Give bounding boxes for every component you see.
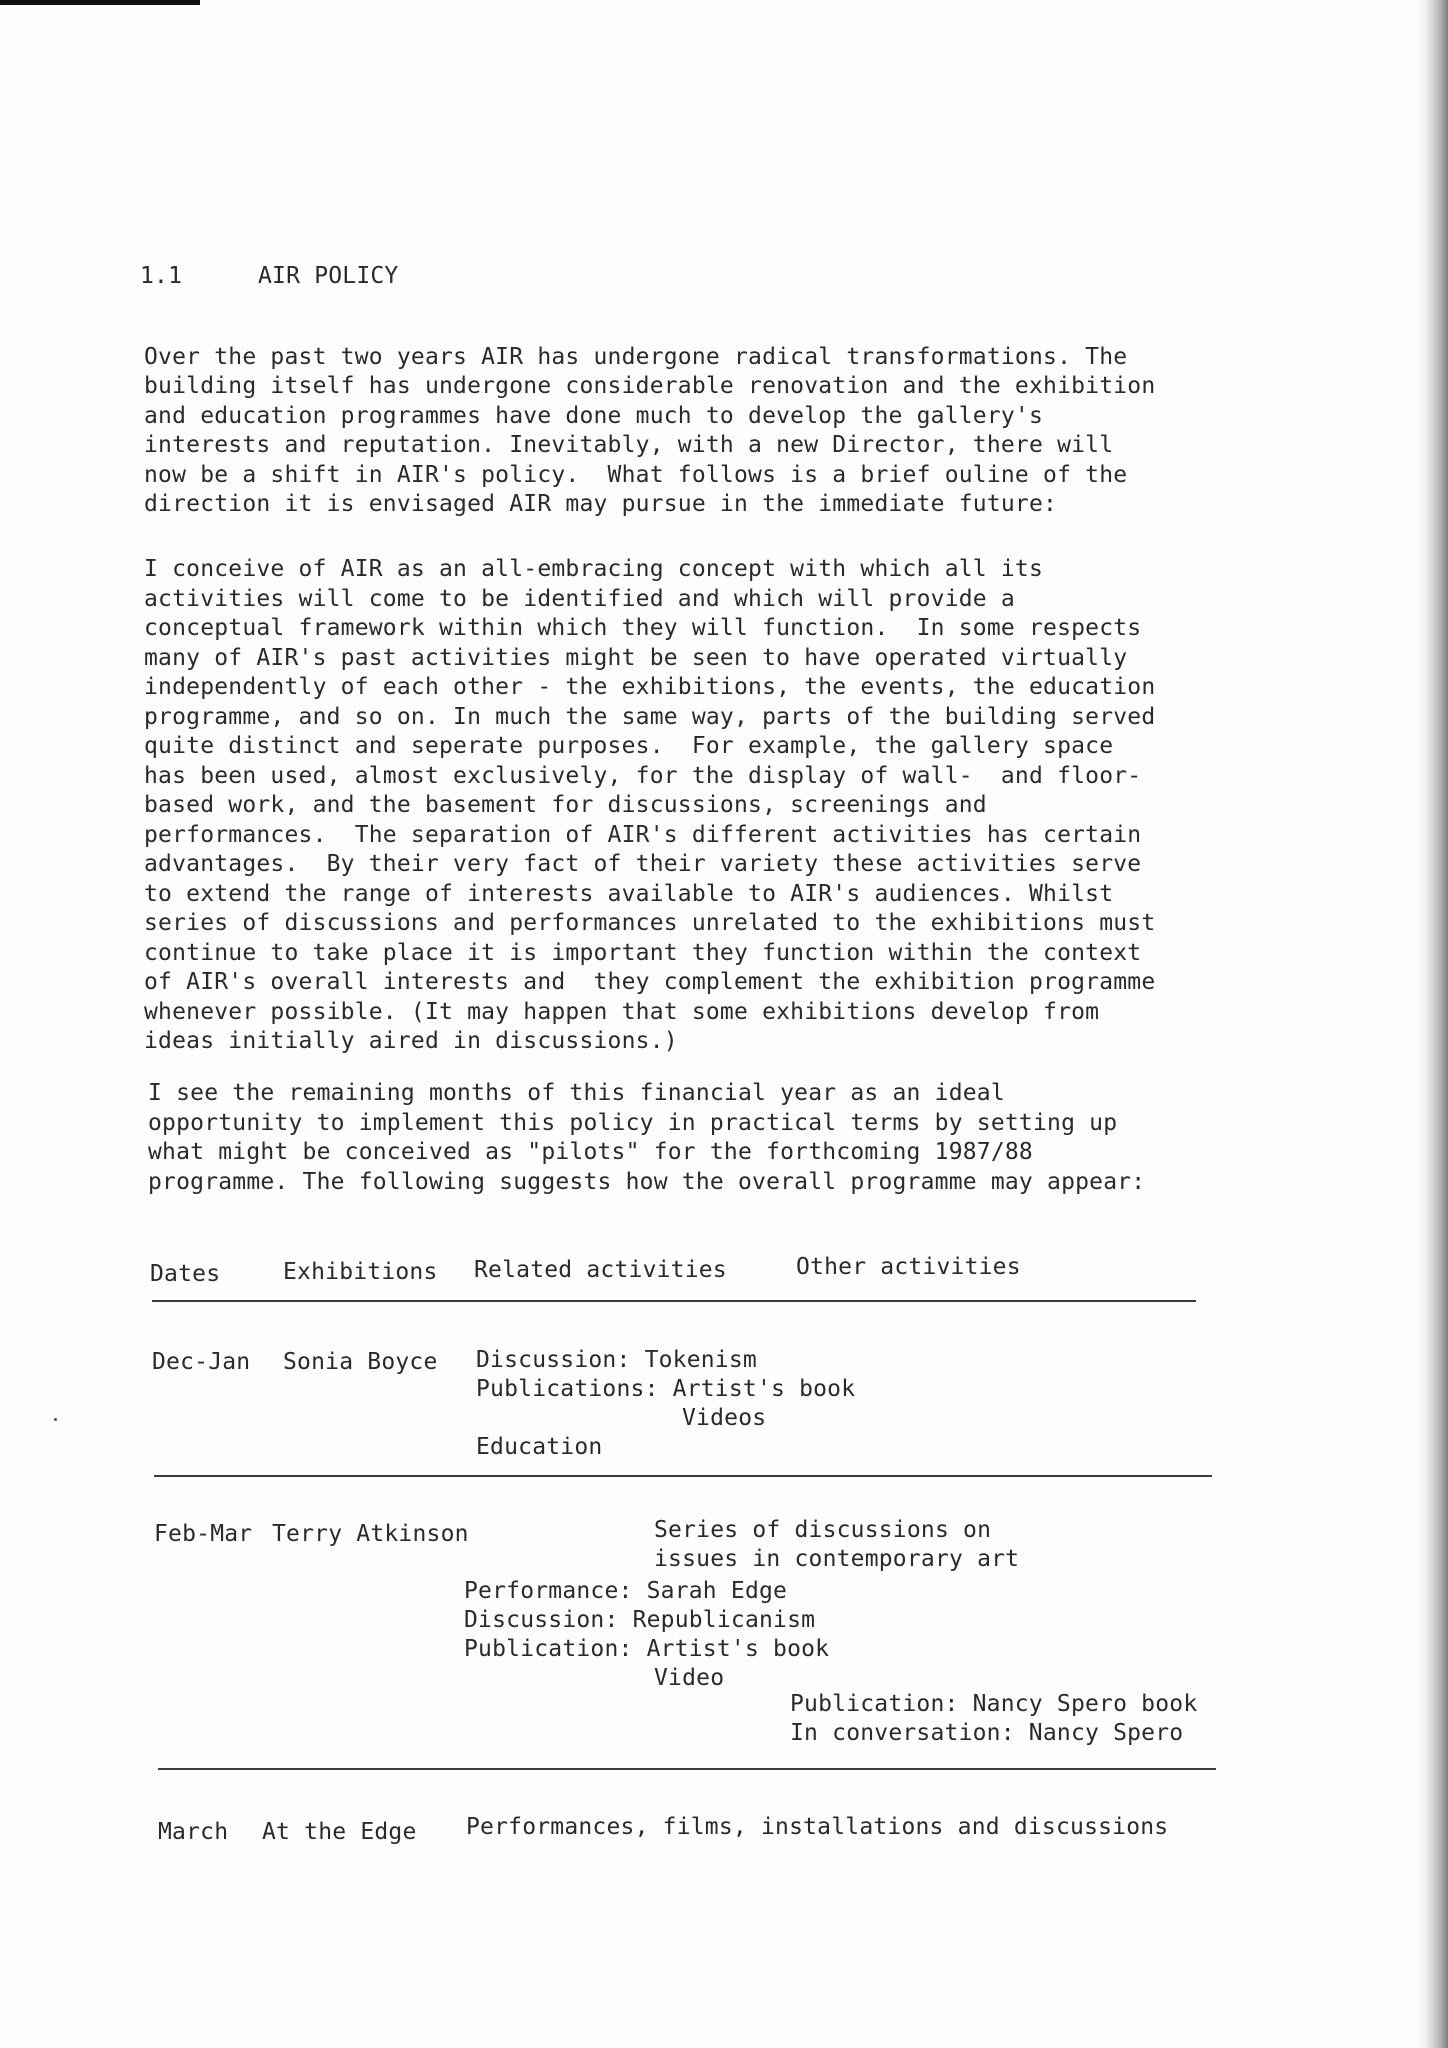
paragraph-line: of AIR's overall interests and they complement the exhibition programme bbox=[144, 969, 1156, 995]
row-activity: Video bbox=[654, 1665, 725, 1691]
row-other-activity: issues in contemporary art bbox=[654, 1546, 1020, 1572]
paragraph-line: quite distinct and seperate purposes. For example, the gallery space bbox=[144, 733, 1114, 759]
paragraph-line: programme, and so on. In much the same way, parts of the building served bbox=[144, 704, 1156, 730]
paragraph-line: series of discussions and performances unrelated to the exhibitions must bbox=[144, 910, 1156, 936]
row-date: Feb-Mar bbox=[154, 1521, 253, 1547]
row-date: March bbox=[158, 1819, 229, 1845]
column-header-exhibitions: Exhibitions bbox=[283, 1259, 438, 1285]
paragraph-line: to extend the range of interests available to AIR's audiences. Whilst bbox=[144, 881, 1114, 907]
paragraph-line: I see the remaining months of this financial year as an ideal bbox=[148, 1080, 1005, 1106]
paragraph-line: activities will come to be identified and which will provide a bbox=[144, 586, 1015, 612]
paragraph-line: Over the past two years AIR has undergone radical transformations. The bbox=[144, 344, 1128, 370]
paragraph-line: based work, and the basement for discussions, screenings and bbox=[144, 792, 987, 818]
paragraph-line: many of AIR's past activities might be seen to have operated virtually bbox=[144, 645, 1128, 671]
scan-edge-mark bbox=[0, 0, 200, 5]
paragraph-line: opportunity to implement this policy in practical terms by setting up bbox=[148, 1110, 1118, 1136]
row-activity: Performance: Sarah Edge bbox=[464, 1578, 788, 1604]
row-date: Dec-Jan bbox=[152, 1349, 251, 1375]
paragraph-line: whenever possible. (It may happen that some exhibitions develop from bbox=[144, 999, 1100, 1025]
row-activity: Discussion: Republicanism bbox=[464, 1607, 816, 1633]
scan-speck bbox=[54, 1418, 57, 1421]
paragraph-line: I conceive of AIR as an all-embracing concept with which all its bbox=[144, 556, 1044, 582]
row-other-activity: Series of discussions on bbox=[654, 1517, 992, 1543]
paragraph-line: direction it is envisaged AIR may pursue in the immediate future: bbox=[144, 491, 1058, 517]
table-rule bbox=[158, 1768, 1216, 1770]
paragraph-line: and education programmes have done much to develop the gallery's bbox=[144, 403, 1044, 429]
row-exhibition: Sonia Boyce bbox=[283, 1349, 438, 1375]
paragraph-line: programme. The following suggests how the overall programme may appear: bbox=[148, 1169, 1146, 1195]
paragraph-line: performances. The separation of AIR's different activities has certain bbox=[144, 822, 1142, 848]
row-activity: Publications: Artist's book bbox=[476, 1376, 856, 1402]
table-rule bbox=[154, 1475, 1212, 1477]
row-activity: Discussion: Tokenism bbox=[476, 1347, 757, 1373]
paragraph-line: ideas initially aired in discussions.) bbox=[144, 1028, 678, 1054]
paragraph-line: independently of each other - the exhibitions, the events, the education bbox=[144, 674, 1156, 700]
row-exhibition: At the Edge bbox=[262, 1819, 417, 1845]
row-activity: Videos bbox=[682, 1405, 767, 1431]
paragraph-line: what might be conceived as "pilots" for the forthcoming 1987/88 bbox=[148, 1139, 1033, 1165]
paragraph-line: has been used, almost exclusively, for the display of wall- and floor- bbox=[144, 763, 1142, 789]
row-activity: Performances, films, installations and discussions bbox=[466, 1814, 1169, 1840]
paragraph-line: now be a shift in AIR's policy. What follows is a brief ouline of the bbox=[144, 462, 1128, 488]
row-activity: Publication: Artist's book bbox=[464, 1636, 830, 1662]
table-rule bbox=[152, 1300, 1196, 1302]
column-header-related: Related activities bbox=[474, 1257, 727, 1283]
paragraph-line: building itself has undergone considerable renovation and the exhibition bbox=[144, 373, 1156, 399]
paragraph-line: advantages. By their very fact of their variety these activities serve bbox=[144, 851, 1142, 877]
paragraph-line: continue to take place it is important they function within the context bbox=[144, 940, 1142, 966]
row-activity: Education bbox=[476, 1434, 603, 1460]
column-header-dates: Dates bbox=[150, 1261, 221, 1287]
row-other-activity: Publication: Nancy Spero book bbox=[790, 1691, 1198, 1717]
column-header-other: Other activities bbox=[796, 1254, 1021, 1280]
section-number: 1.1 bbox=[140, 263, 183, 289]
scan-page-edge bbox=[1416, 0, 1448, 2048]
row-exhibition: Terry Atkinson bbox=[272, 1521, 469, 1547]
section-title: AIR POLICY bbox=[258, 263, 399, 289]
paragraph-line: conceptual framework within which they will function. In some respects bbox=[144, 615, 1142, 641]
row-other-activity: In conversation: Nancy Spero bbox=[790, 1720, 1184, 1746]
paragraph-line: interests and reputation. Inevitably, with a new Director, there will bbox=[144, 432, 1114, 458]
